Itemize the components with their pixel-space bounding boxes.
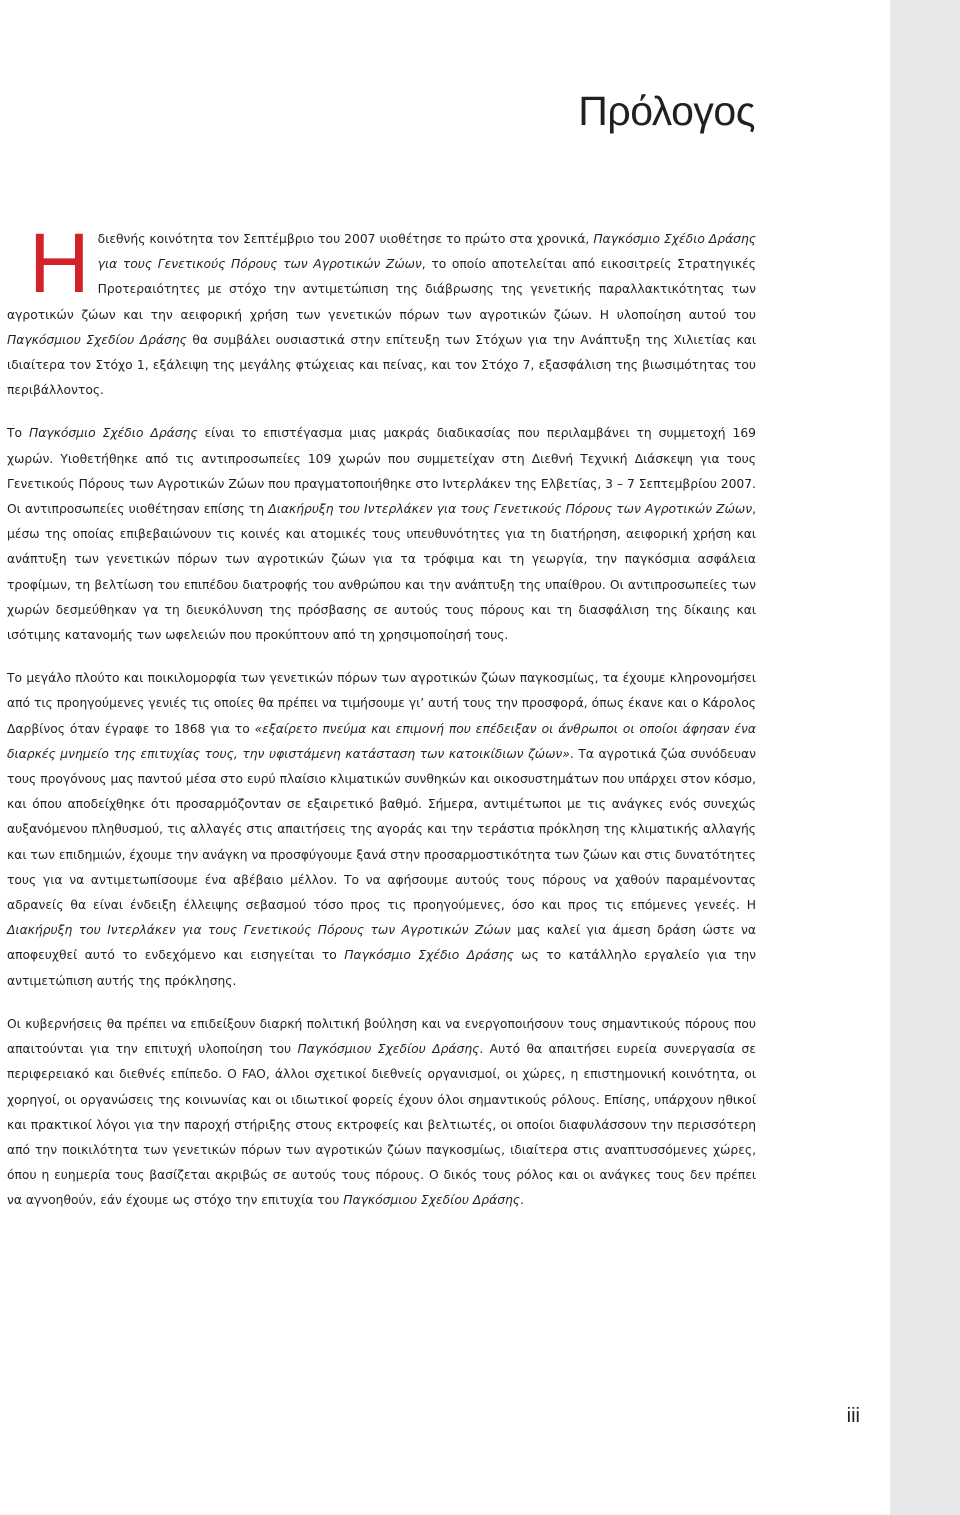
text-segment: θα συμβάλει ουσιαστικά στην επίτευξη των Στόχων για την Ανάπτυξη της Χιλιετίας και ιδιαίτερα τον Στόχο 1, εξάλειψη της μεγάλης φτώχειας και πείνας, και τον Στόχο 7, εξασφάλιση της βιωσιμότητας του περιβάλλοντος. bbox=[7, 332, 757, 398]
page-title: Πρόλογος bbox=[578, 88, 755, 134]
text-segment: . bbox=[520, 1193, 524, 1208]
body-text bbox=[7, 216, 757, 1232]
text-segment: Το bbox=[7, 426, 29, 441]
italic-text: Παγκόσμιου Σχεδίου Δράσης bbox=[297, 1042, 480, 1057]
italic-text: Παγκόσμιου Σχεδίου Δράσης bbox=[7, 332, 187, 347]
italic-text: Παγκόσμιο Σχέδιο Δράσης bbox=[344, 948, 514, 963]
italic-text: Παγκόσμιο Σχέδιο Δράσης για τους Γενετικούς Πόρους των Αγροτικών Ζώων bbox=[97, 232, 756, 272]
paragraph bbox=[7, 1012, 756, 1214]
italic-text: «εξαίρετο πνεύμα και επιμονή που επέδειξαν οι άνθρωποι οι οποίοι άφησαν ένα διαρκές μνημείο της επιτυχίας τους, την υφιστάμενη κατάσταση των κατοικίδιων ζώων» bbox=[7, 721, 756, 761]
text-segment: . Τα αγροτικά ζώα συνόδευαν τους προγόνους μας παντού μέσα στο ευρύ πλαίσιο κλιματικών συνθηκών και οικοσυστημάτων που υπάρχει στον κόσμο, και όπου αποδείχθηκε ότι προσαρμόζονταν σε εξαιρετικό βαθμό. Σήμερα, αντιμέτωποι με τις ανάγκες ενός συνεχώς αυξανόμενου πληθυσμού, τις αλλαγές στις απαιτήσεις της αγοράς και την τεράστια πρόκληση της κλιματικής αλλαγής και των επιδημιών, έχουμε την ανάγκη να προσφύγουμε ξανά στην προσαρμοστικότητα των ζώων και στις δυνατότητες τους για να αντιμετωπίσουμε ένα αβέβαιο μέλλον. Το να αφήσουμε αυτούς τους πόρους να χαθούν παραμένοντας αδρανείς θα είναι ένδειξη έλλειψης σεβασμού τόσο προς τις προηγούμενες, όσο και προς τις επόμενες γενεές. Η bbox=[7, 746, 756, 913]
text-segment: , μέσω της οποίας επιβεβαιώνουν τις κοινές και ατομικές τους υπευθυνότητες για τη διατήρηση, αειφορική χρήση και ανάπτυξη των γενετικών πόρων των αγροτικών ζώων για τα τρόφιμα και τη γεωργία, την παγκόσμια ασφάλεια τροφίμων, τη βελτίωση του επιπέδου διατροφής του ανθρώπου και την ανάπτυξη της υπαίθρου. Οι αντιπροσωπείες των χωρών δεσμεύθηκαν γα τη διευκόλυνση της πρόσβασης σε αυτούς τους πόρους και τη διασφάλιση της δίκαιης και ισότιμης κατανομής των ωφελειών που προκύπτουν από τη χρησιμοποίησή τους. bbox=[7, 502, 756, 643]
text-segment: , το οποίο αποτελείται από εικοσιτρείς Στρατηγικές Προτεραιότητες με στόχο την αντιμετώπιση της διάβρωσης της γενετικής παραλλακτικότητας των αγροτικών ζώων και την αειφορική χρήση των γενετικών πόρων των αγροτικών ζώων. Η υλοποίηση αυτού του bbox=[7, 257, 756, 322]
text-segment: Το μεγάλο πλούτο και ποικιλομορφία των γενετικών πόρων των αγροτικών ζώων παγκοσμίως, τα έχουμε κληρονομήσει από τις προηγούμενες γενιές τις οποίες θα πρέπει να τιμήσουμε γι’ αυτή τους την προσφορά, όπως έκανε και ο Κάρολος Δαρβίνος όταν έγραφε το 1868 για το bbox=[7, 671, 756, 736]
text-segment: Οι κυβερνήσεις θα πρέπει να επιδείξουν διαρκή πολιτική βούληση και να ενεργοποιήσουν τους σημαντικούς πόρους που απαιτούνται για την επιτυχή υλοποίηση του bbox=[7, 1016, 756, 1057]
italic-text: Διακήρυξη του Ιντερλάκεν για τους Γενετικούς Πόρους των Αγροτικών Ζώων bbox=[268, 502, 753, 517]
paragraph bbox=[7, 421, 756, 648]
text-segment: είναι το επιστέγασμα μιας μακράς διαδικασίας που περιλαμβάνει τη συμμετοχή 169 χωρών. Υιοθετήθηκε από τις αντιπροσωπείες 109 χωρών που συμμετείχαν στη Διεθνή Τεχνική Διάσκεψη για τους Γενετικούς Πόρους των Αγροτικών Ζώων που πραγματοποιήθηκε στο Ιντερλάκεν της Ελβετίας, 3 – 7 Σεπτεμβρίου 2007. Οι αντιπροσωπείες υιοθέτησαν επίσης τη bbox=[7, 426, 756, 517]
text-segment: μας καλεί για άμεση δράση ώστε να αποφευχθεί αυτό το ενδεχόμενο και εισηγείται το bbox=[7, 923, 756, 963]
drop-cap: Η bbox=[29, 216, 90, 310]
page-number: iii bbox=[846, 1405, 860, 1427]
italic-text: Παγκόσμιο Σχέδιο Δράσης bbox=[28, 426, 198, 441]
side-band bbox=[890, 0, 960, 1515]
text-segment: ως το κατάλληλο εργαλείο για την αντιμετώπιση αυτής της πρόκλησης. bbox=[7, 948, 756, 988]
paragraph bbox=[7, 666, 756, 994]
italic-text: Διακήρυξη του Ιντερλάκεν για τους Γενετικούς Πόρους των Αγροτικών Ζώων bbox=[7, 923, 511, 938]
text-segment: διεθνής κοινότητα τον Σεπτέμβριο του 2007 υιοθέτησε το πρώτο στα χρονικά, bbox=[97, 232, 594, 246]
italic-text: Παγκόσμιου Σχεδίου Δράσης bbox=[343, 1193, 520, 1208]
paragraph bbox=[7, 216, 757, 403]
text-segment: . Αυτό θα απαιτήσει ευρεία συνεργασία σε περιφερειακό και διεθνές επίπεδο. Ο FAO, άλλοι σχετικοί διεθνείς οργανισμοί, οι χώρες, η επιστημονική κοινότητα, οι χορηγοί, οι οργανώσεις της κοινωνίας και οι ιδιωτικοί φορείς έχουν όλοι σημαντικούς ρόλους. Επίσης, υπάρχουν ηθικοί και πρακτικοί λόγοι για την παροχή στήριξης στους εκτροφείς και βελτιωτές, οι οποίοι διαφυλάσσουν την περισσότερη από την ποικιλότητα των γενετικών πόρων των αγροτικών ζώων παγκοσμίως, ιδιαίτερα στις αναπτυσσόμενες χώρες, όπου η ευημερία τους βασίζεται ακριβώς σε αυτούς τους πόρους. Ο δικός τους ρόλος και οι ανάγκες τους δεν πρέπει να αγνοηθούν, εάν έχουμε ως στόχο την επιτυχία του bbox=[7, 1042, 756, 1208]
